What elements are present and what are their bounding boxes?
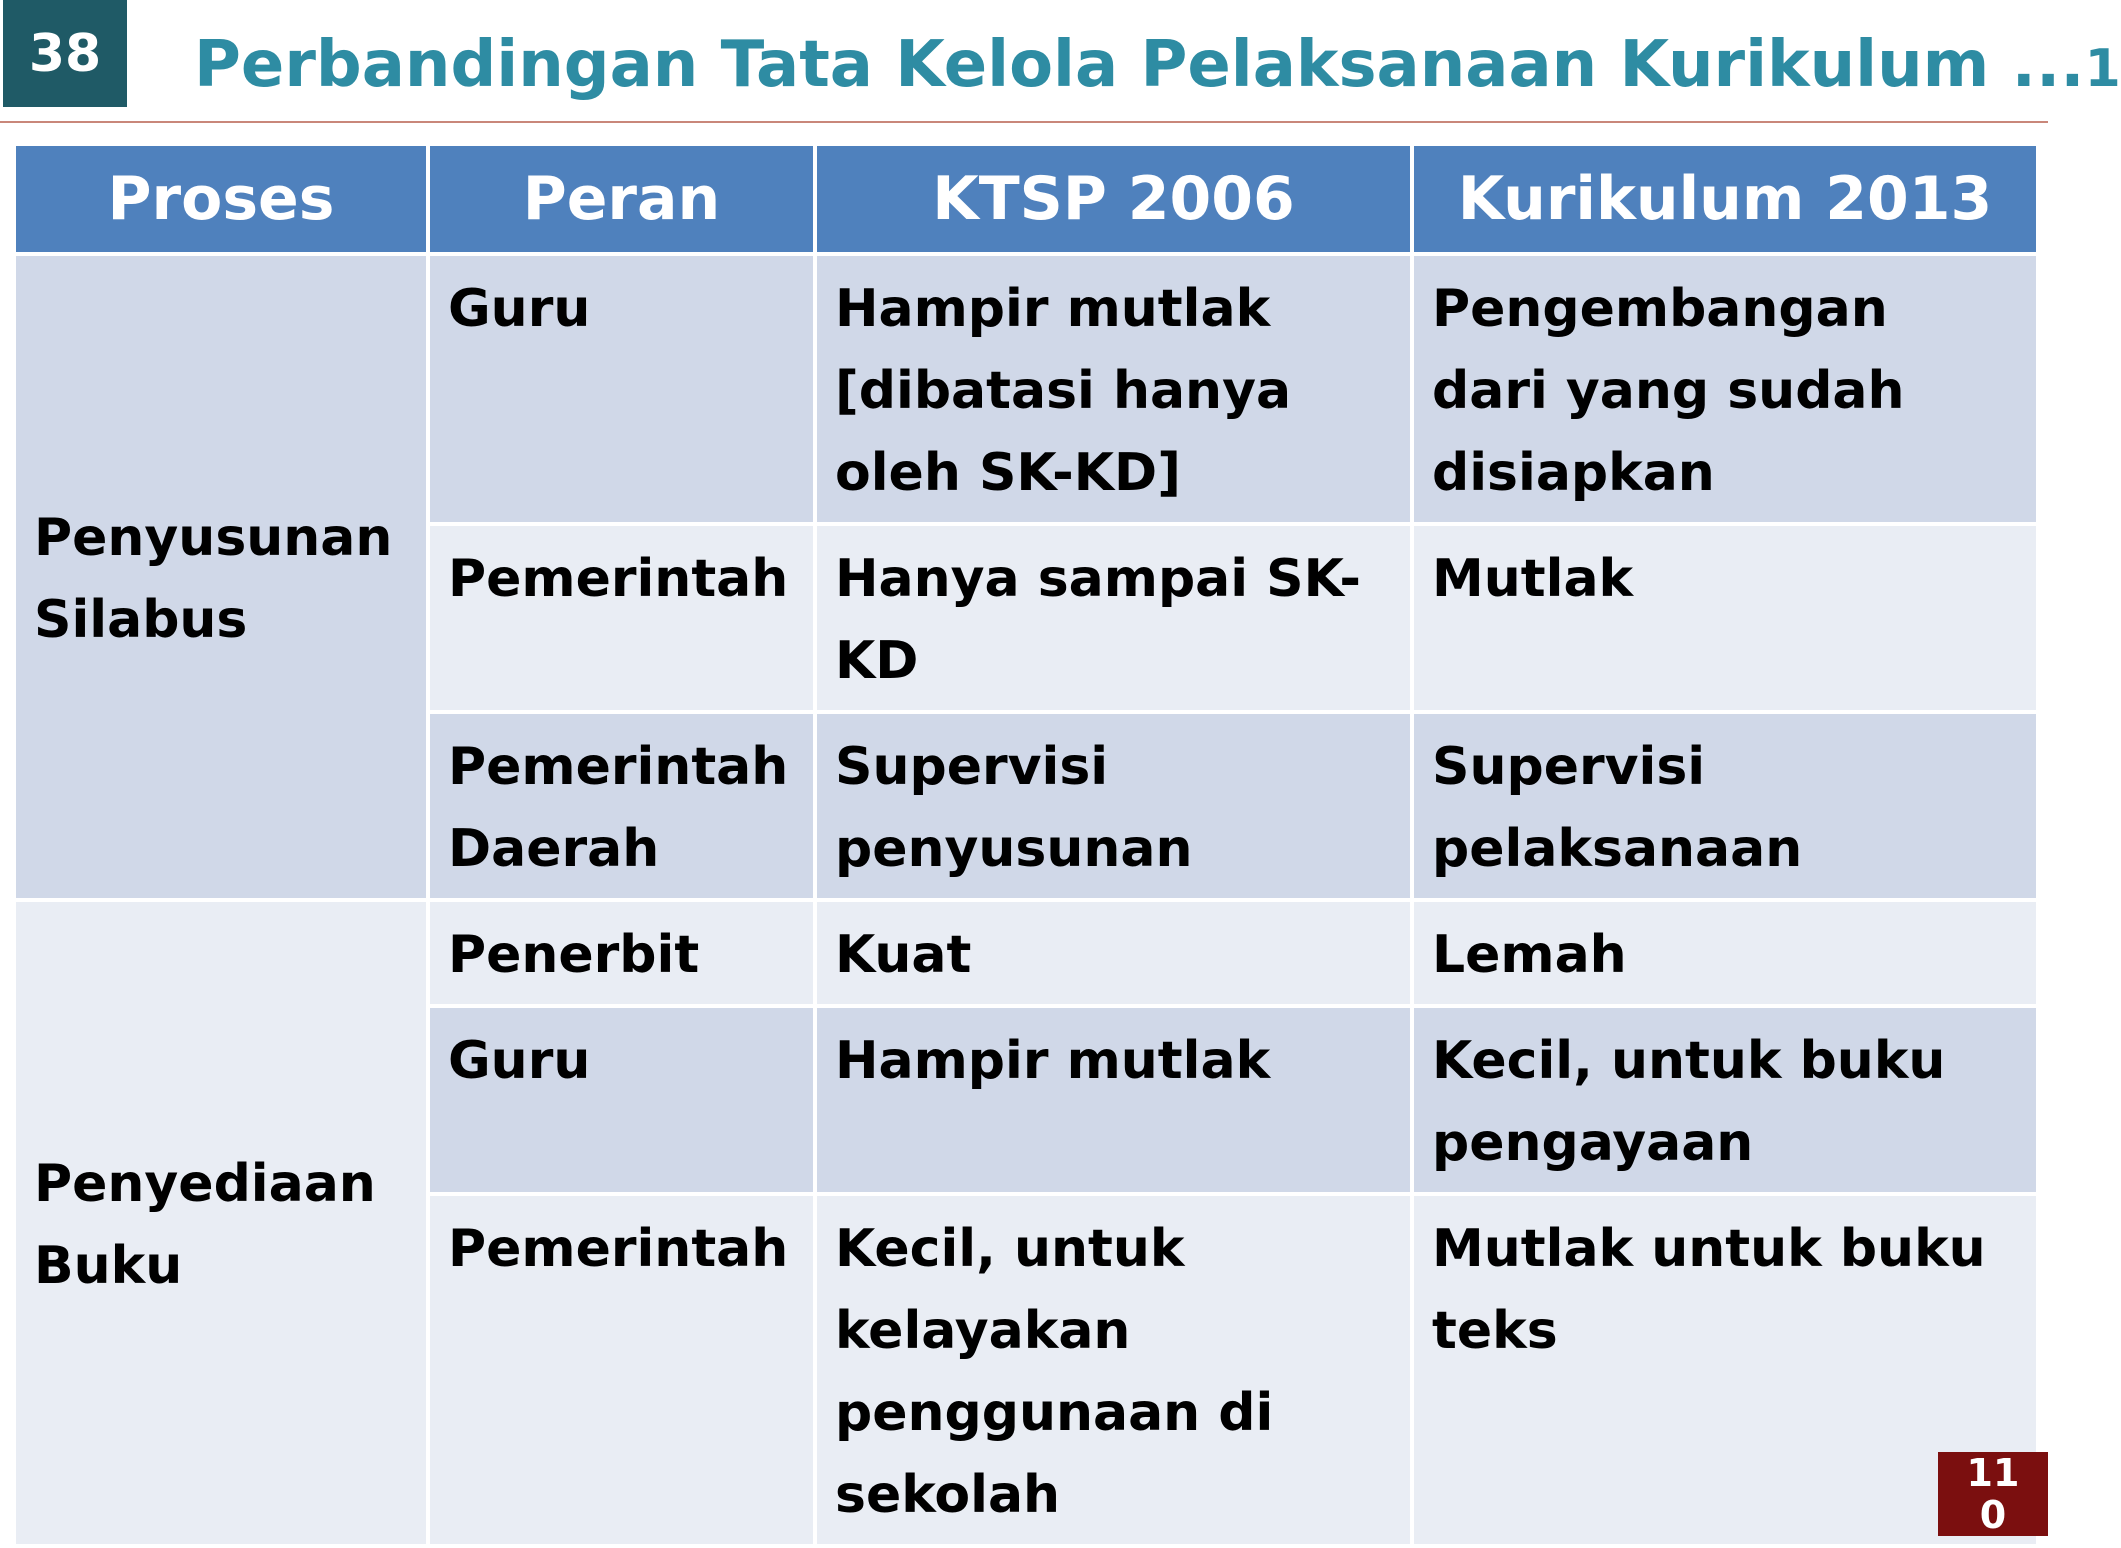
ktsp-cell: Kecil, untuk kelayakan penggunaan di sekolah <box>817 1196 1410 1544</box>
slide-number-badge: 38 <box>3 0 127 107</box>
role-cell: Pemerintah Daerah <box>430 714 813 898</box>
k13-cell: Lemah <box>1414 902 2036 1004</box>
table-row <box>16 902 2036 1004</box>
process-cell-penyediaan-buku: Penyediaan Buku <box>16 902 426 1544</box>
role-cell: Pemerintah <box>430 1196 813 1544</box>
title-divider <box>0 121 2048 123</box>
ktsp-cell: Hampir mutlak <box>817 1008 1410 1192</box>
role-cell: Guru <box>430 1008 813 1192</box>
header-kurikulum-2013: Kurikulum 2013 <box>1414 146 2036 252</box>
k13-cell: Mutlak <box>1414 526 2036 710</box>
header-ktsp-2006: KTSP 2006 <box>817 146 1410 252</box>
role-cell: Guru <box>430 256 813 522</box>
k13-cell: Supervisi pelaksanaan <box>1414 714 2036 898</box>
role-cell: Penerbit <box>430 902 813 1004</box>
slide-title <box>194 22 2121 112</box>
role-cell: Pemerintah <box>430 526 813 710</box>
k13-cell: Pengembangan dari yang sudah disiapkan <box>1414 256 2036 522</box>
k13-cell: Mutlak untuk buku teks <box>1414 1196 2036 1544</box>
header-proses: Proses <box>16 146 426 252</box>
k13-cell: Kecil, untuk buku pengayaan <box>1414 1008 2036 1192</box>
page-number-badge: 11 0 <box>1938 1452 2048 1536</box>
slide-title-text: Perbandingan Tata Kelola Pelaksanaan Kurikulum ... <box>194 28 2085 102</box>
ktsp-cell: Hanya sampai SK-KD <box>817 526 1410 710</box>
ktsp-cell: Supervisi penyusunan <box>817 714 1410 898</box>
ktsp-cell: Hampir mutlak [dibatasi hanya oleh SK-KD] <box>817 256 1410 522</box>
header-peran: Peran <box>430 146 813 252</box>
process-cell-penyusunan-silabus: Penyusunan Silabus <box>16 256 426 898</box>
ktsp-cell: Kuat <box>817 902 1410 1004</box>
table-header-row <box>16 146 2036 252</box>
table-row <box>16 256 2036 522</box>
slide-title-suffix: 1 <box>2084 39 2121 99</box>
comparison-table <box>12 142 2040 1548</box>
